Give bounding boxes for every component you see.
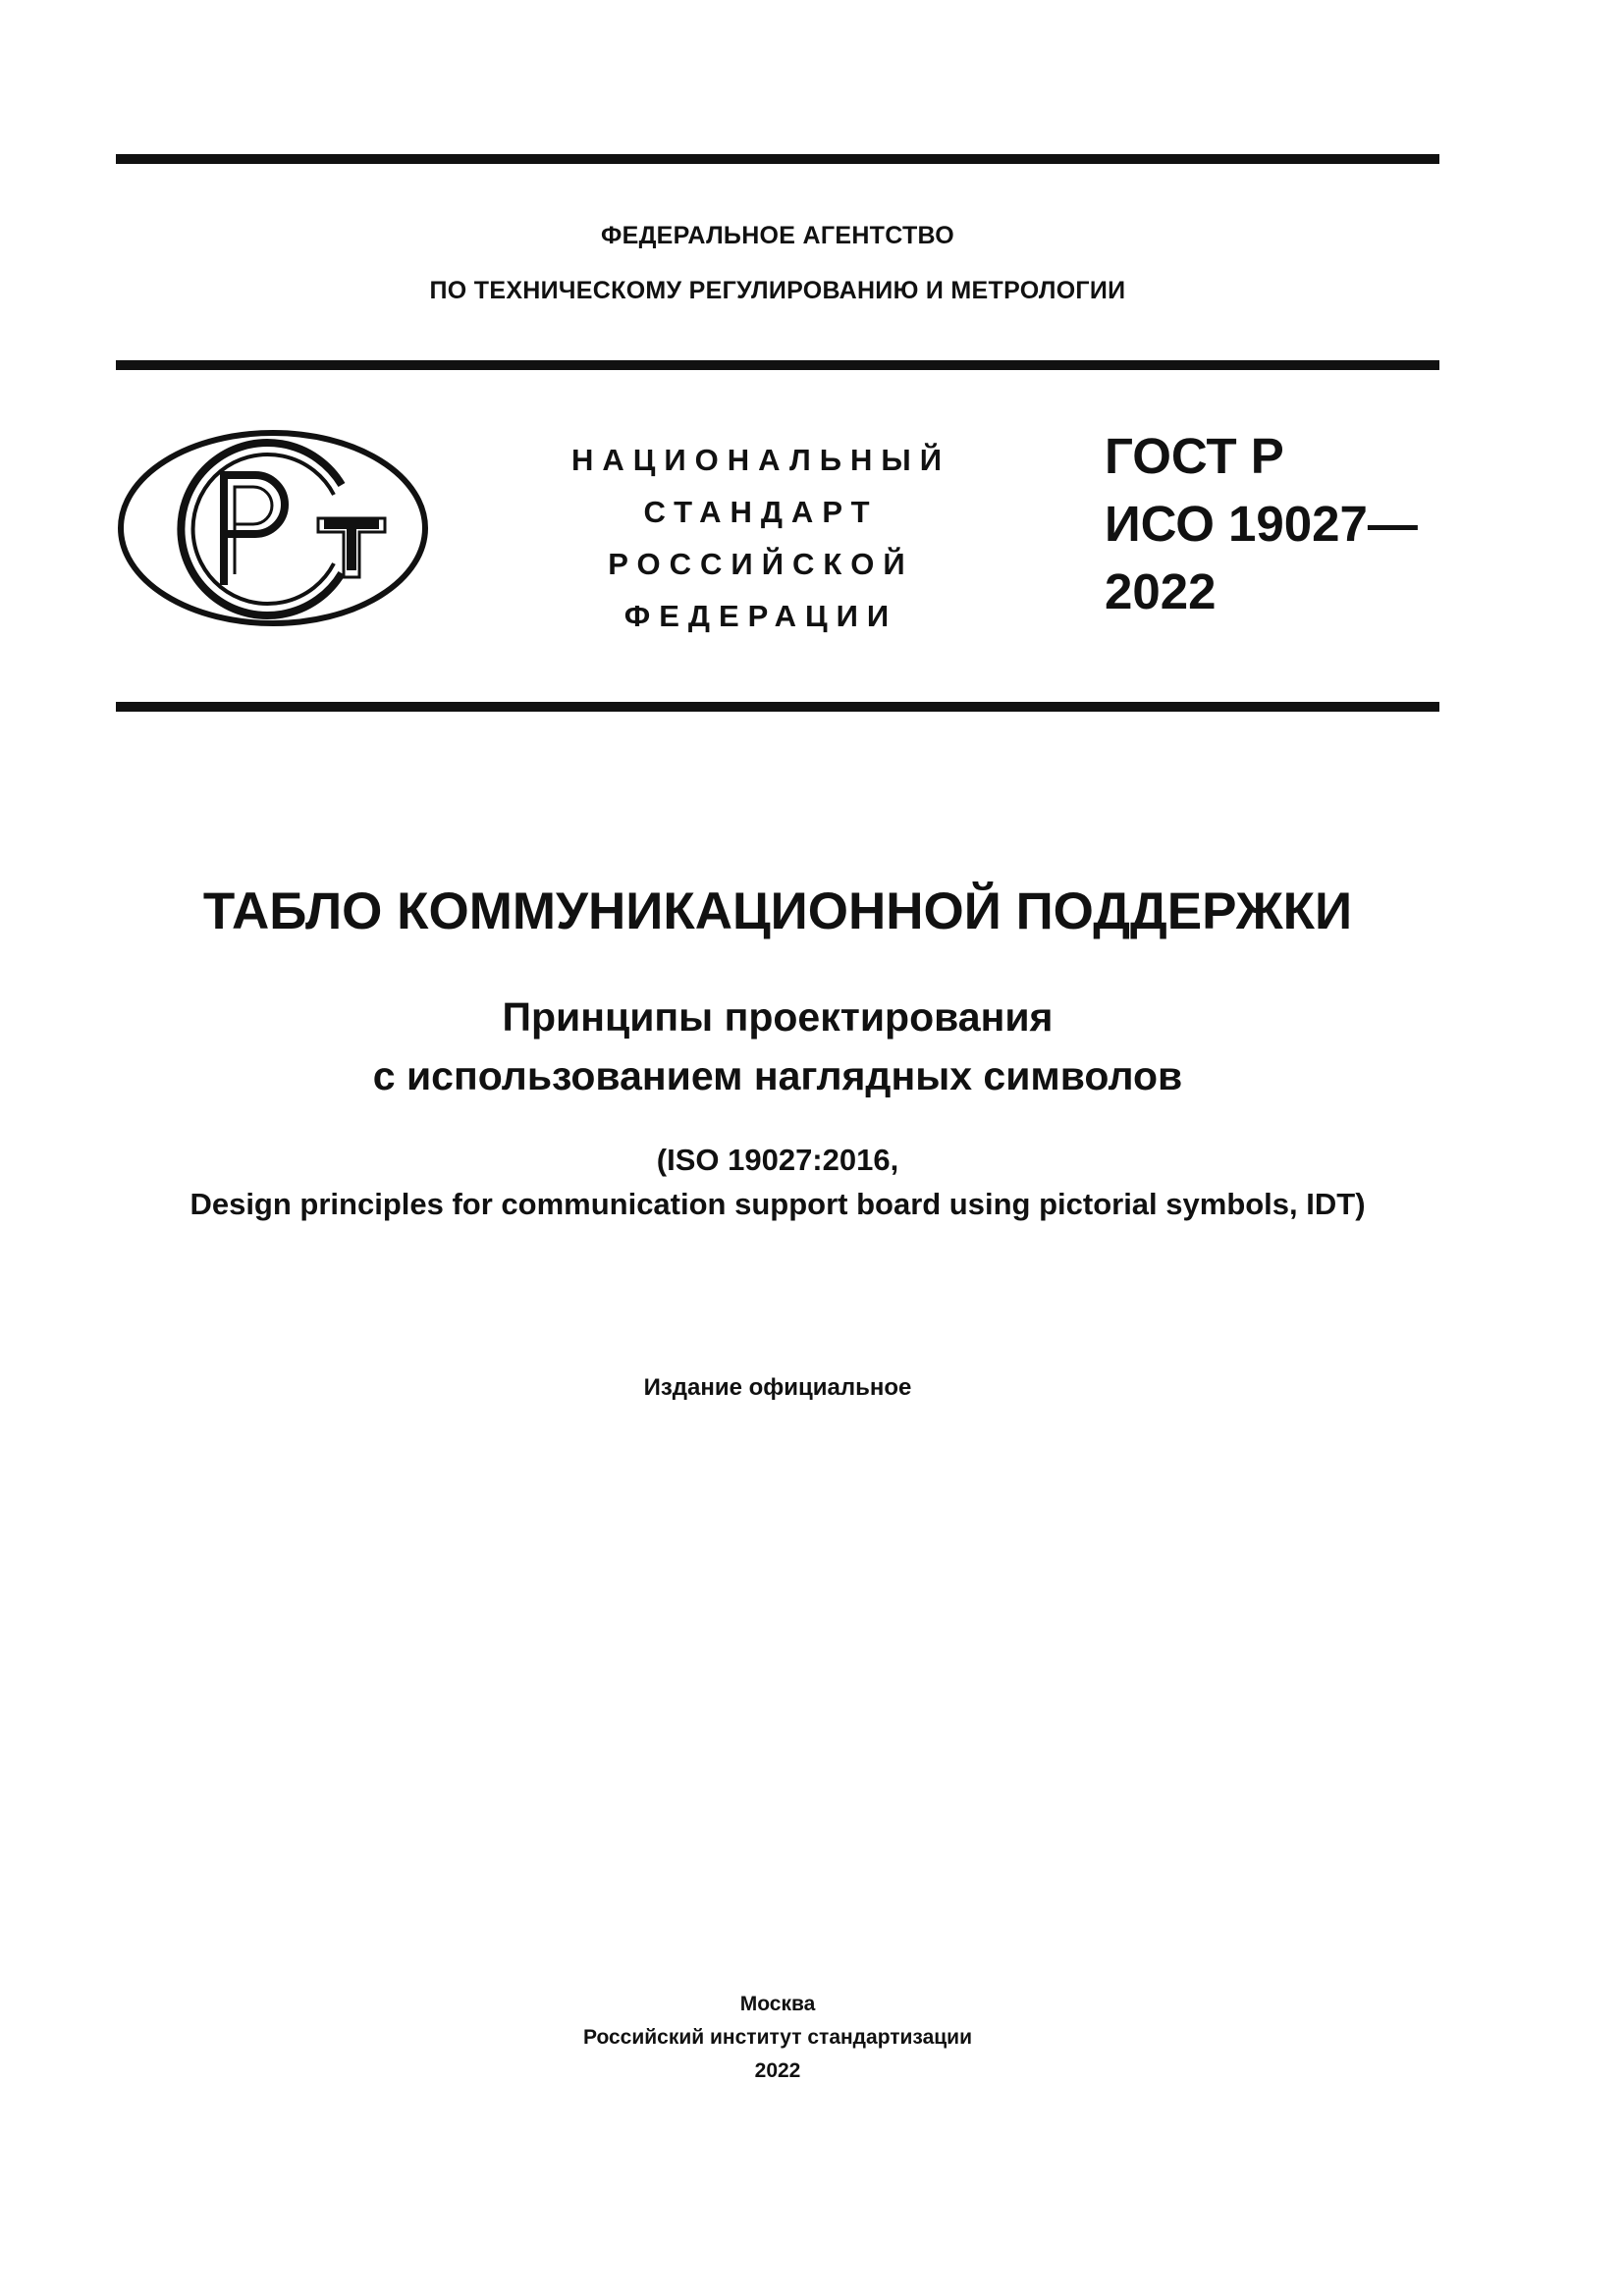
block-rule (116, 702, 1439, 712)
edition-label: Издание официальное (643, 1374, 912, 1401)
designation-line: ГОСТ Р (1105, 428, 1284, 484)
imprint-city: Москва (739, 1993, 816, 2015)
imprint-year: 2022 (754, 2059, 801, 2082)
agency-line-1: ФЕДЕРАЛЬНОЕ АГЕНТСТВО (600, 222, 955, 249)
subtitle-line: Принципы проектирования (502, 994, 1054, 1040)
designation-line: 2022 (1105, 563, 1217, 619)
imprint-publisher: Российский институт стандартизации (582, 2026, 973, 2049)
designation-line: ИСО 19027— (1105, 496, 1418, 552)
national-standard-line: НАЦИОНАЛЬНЫЙ (570, 443, 951, 477)
header-rule (116, 360, 1439, 370)
document-title: ТАБЛО КОММУНИКАЦИОННОЙ ПОДДЕРЖКИ (202, 882, 1353, 940)
national-standard-line: СТАНДАРТ (643, 495, 879, 529)
rst-logo-icon (116, 428, 430, 629)
imprint (116, 1988, 1439, 2088)
national-standard-label (545, 434, 977, 642)
subtitle-line: с использованием наглядных символов (372, 1053, 1183, 1098)
national-standard-line: РОССИЙСКОЙ (608, 547, 914, 581)
iso-reference (39, 1138, 1516, 1226)
agency-line-2: ПО ТЕХНИЧЕСКОМУ РЕГУЛИРОВАНИЮ И МЕТРОЛОГИИ (429, 277, 1126, 304)
standard-designation (1105, 422, 1418, 625)
iso-reference-line: Design principles for communication support board using pictorial symbols, IDT) (189, 1187, 1366, 1221)
document-subtitle (116, 988, 1439, 1105)
national-standard-line: ФЕДЕРАЦИИ (623, 599, 898, 633)
top-rule (116, 154, 1439, 164)
iso-reference-line: (ISO 19027:2016, (656, 1143, 899, 1177)
